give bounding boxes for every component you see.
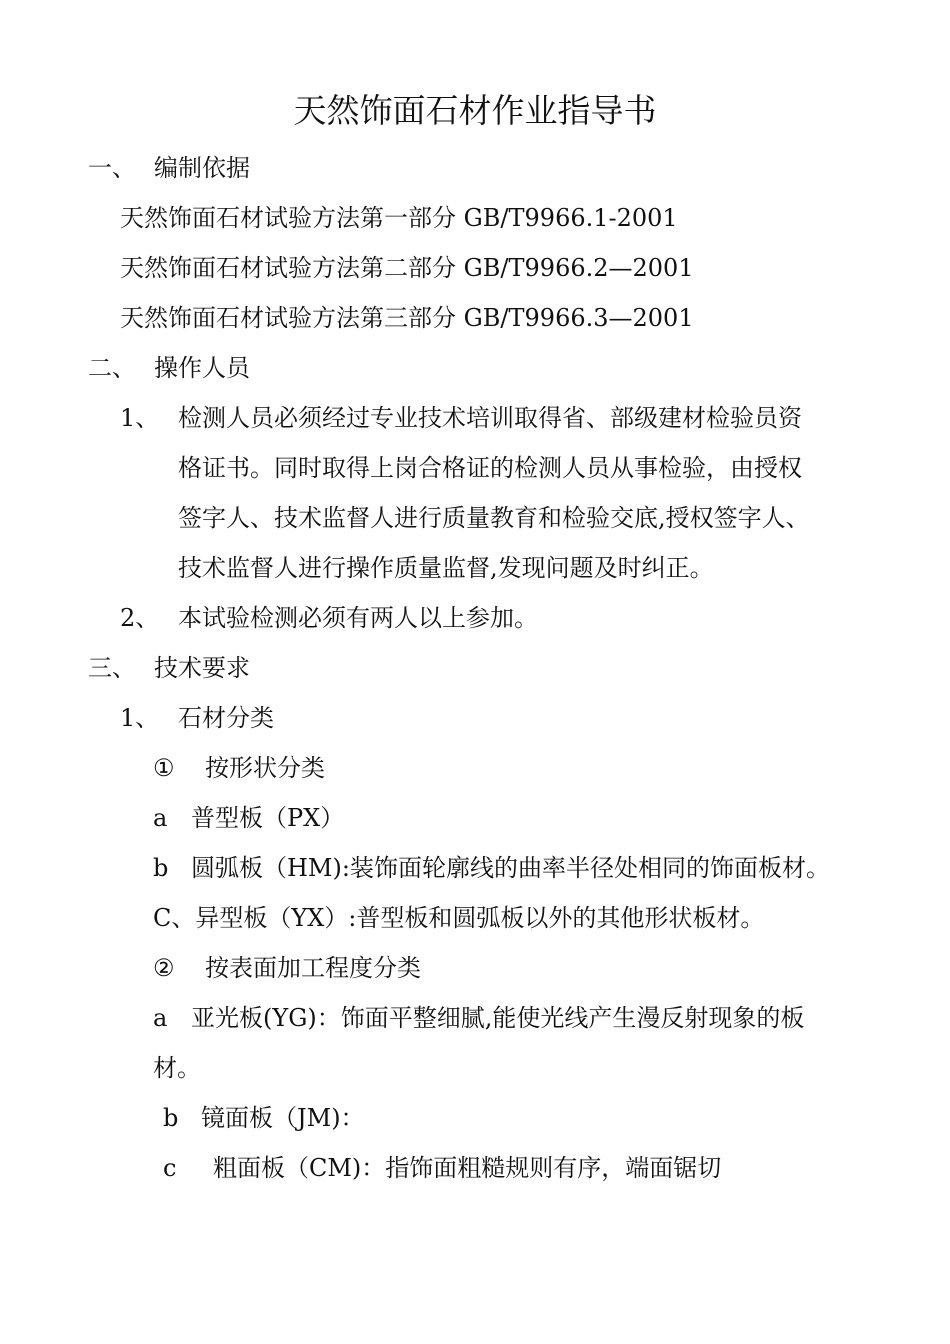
item-letter: a xyxy=(153,1004,168,1032)
surface-item-a-continuation: 材。 xyxy=(153,1054,201,1082)
paragraph-line: 格证书。同时取得上岗合格证的检测人员从事检验，由授权 xyxy=(178,454,802,482)
paragraph-line: 技术监督人进行操作质量监督,发现问题及时纠正。 xyxy=(178,554,714,582)
item-text: 粗面板（CM)：指饰面粗糙规则有序，端面锯切 xyxy=(213,1154,722,1182)
section-number: 三、 xyxy=(88,654,136,682)
list-item-number: 2、 xyxy=(120,604,160,632)
reference-standard-3: 天然饰面石材试验方法第三部分 GB/T9966.3—2001 xyxy=(120,304,694,332)
shape-item-a xyxy=(153,802,344,834)
subheading-text: 按表面加工程度分类 xyxy=(205,954,421,982)
item-text: 镜面板（JM)： xyxy=(201,1104,365,1132)
section-number: 二、 xyxy=(88,354,136,382)
subheading-text: 按形状分类 xyxy=(205,754,325,782)
item-letter: a xyxy=(153,804,168,832)
shape-item-c: C、异型板（YX）:普型板和圆弧板以外的其他形状板材。 xyxy=(153,904,765,932)
item-letter: b xyxy=(153,854,169,882)
surface-item-b xyxy=(163,1102,365,1134)
item-letter: b xyxy=(163,1104,179,1132)
list-item-text: 石材分类 xyxy=(178,704,274,732)
paragraph-line: 签字人、技术监督人进行质量教育和检验交底,授权签字人、 xyxy=(178,504,810,532)
section-heading-basis xyxy=(88,152,250,184)
circled-number: ② xyxy=(153,954,175,982)
reference-standard-1: 天然饰面石材试验方法第一部分 GB/T9966.1-2001 xyxy=(120,204,678,232)
list-item-text: 本试验检测必须有两人以上参加。 xyxy=(178,604,538,632)
section-heading-technical xyxy=(88,652,250,684)
section-heading-personnel xyxy=(88,352,250,384)
list-item-number: 1、 xyxy=(120,704,160,732)
item-text: 圆弧板（HM):装饰面轮廓线的曲率半径处相同的饰面板材。 xyxy=(191,854,830,882)
circled-number: ① xyxy=(153,754,175,782)
section-title: 技术要求 xyxy=(154,654,250,682)
subheading-surface xyxy=(153,952,421,984)
list-item-number: 1、 xyxy=(120,404,160,432)
document-title: 天然饰面石材作业指导书 xyxy=(293,91,657,130)
surface-item-c xyxy=(163,1152,721,1184)
section-number: 一、 xyxy=(88,154,136,182)
subheading-shape xyxy=(153,752,325,784)
section-title: 操作人员 xyxy=(154,354,250,382)
paragraph-line: 检测人员必须经过专业技术培训取得省、部级建材检验员资 xyxy=(178,404,802,432)
reference-standard-2: 天然饰面石材试验方法第二部分 GB/T9966.2—2001 xyxy=(120,254,694,282)
item-text: 亚光板(YG)：饰面平整细腻,能使光线产生漫反射现象的板 xyxy=(191,1004,805,1032)
section-title: 编制依据 xyxy=(154,154,250,182)
item-text: 普型板（PX） xyxy=(191,804,345,832)
surface-item-a xyxy=(153,1002,804,1034)
item-letter: c xyxy=(163,1154,177,1182)
shape-item-b xyxy=(153,852,830,884)
